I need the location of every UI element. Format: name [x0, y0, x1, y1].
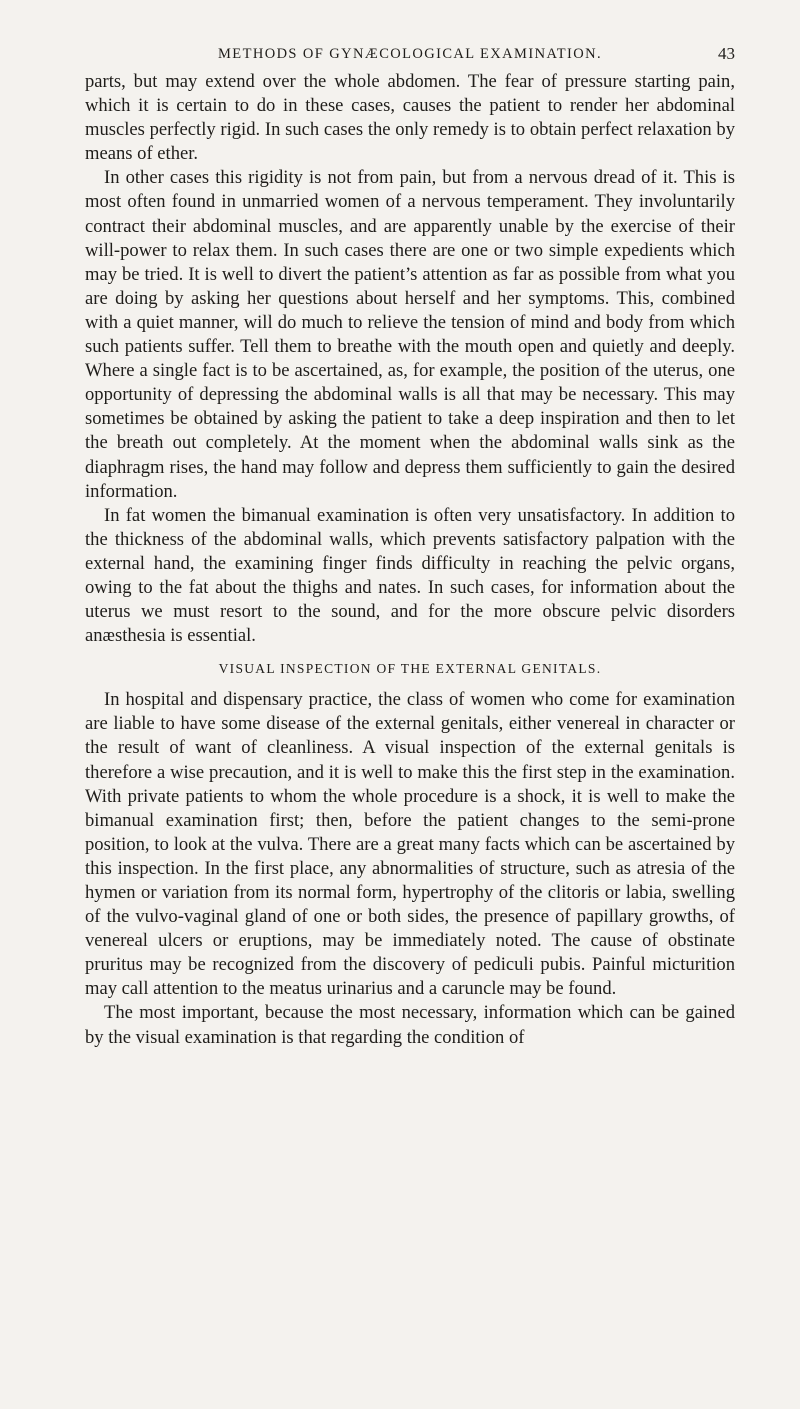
- paragraph-visual-inspection: In hospital and dispensary practice, the class of women who come for examination are liable to have some disease of the external genitals, either venereal in character or the result of want of cleanliness. A visual inspection of the external genitals is therefore a wise precaution, and it is well to make this the first step in the examination. With private patients to whom the whole procedure is a shock, it is well to make the bimanual examination first; then, before the patient changes to the semi-prone position, to look at the vulva. There are a great many facts which can be ascertained by this inspection. In the first place, any abnormalities of structure, such as atresia of the hymen or variation from its normal form, hypertrophy of the clitoris or labia, swelling of the vulvo-vaginal gland of one or both sides, the presence of papillary growths, of venereal ulcers or eruptions, may be immediately noted. The cause of obstinate pruritus may be recognized from the discovery of pediculi pubis. Painful micturition may call attention to the meatus urinarius and a caruncle may be found.: [85, 689, 735, 1000]
- paragraph-fat-women: In fat women the bimanual examination is often very unsatisfactory. In addition to the thickness of the abdominal walls, which prevents satisfactory palpation with the external hand, the examining finger finds difficulty in reaching the pelvic organs, owing to the fat about the thighs and nates. In such cases, for information about the uterus we must resort to the sound, and for the more obscure pelvic disorders anæsthesia is essential.: [85, 504, 735, 647]
- section-heading: VISUAL INSPECTION OF THE EXTERNAL GENITALS.: [218, 661, 602, 677]
- book-page: [85, 44, 735, 1050]
- paragraph-most-important: The most important, because the most necessary, information which can be gained by the visual examination is that regarding the condition of: [85, 1002, 735, 1048]
- paragraph-rigidity: In other cases this rigidity is not from pain, but from a nervous dread of it. This is most often found in unmarried women of a nervous temperament. They involuntarily contract their abdominal muscles, and are apparently unable by the exercise of their will-power to relax them. In such cases there are one or two simple expedients which may be tried. It is well to divert the patient’s attention as far as possible from what you are doing by asking her questions about herself and her symptoms. This, combined with a quiet manner, will do much to relieve the tension of mind and body from which such patients suffer. Tell them to breathe with the mouth open and quietly and deeply. Where a single fact is to be ascertained, as, for example, the position of the uterus, one opportunity of depressing the abdominal walls is all that may be necessary. This may sometimes be obtained by asking the patient to take a deep inspiration and then to let the breath out completely. At the moment when the abdominal walls sink as the diaphragm rises, the hand may follow and depress them sufficiently to gain the desired information.: [85, 167, 735, 502]
- running-title: METHODS OF GYNÆCOLOGICAL EXAMINATION.: [218, 46, 602, 62]
- running-head: [85, 44, 735, 70]
- paragraph-continuation: parts, but may extend over the whole abdomen. The fear of pressure starting pain, which it is certain to do in these cases, causes the patient to render her abdominal muscles perfectly rigid. In such cases the only remedy is to obtain perfect relaxation by means of ether.: [85, 71, 735, 165]
- page-number: 43: [718, 44, 735, 63]
